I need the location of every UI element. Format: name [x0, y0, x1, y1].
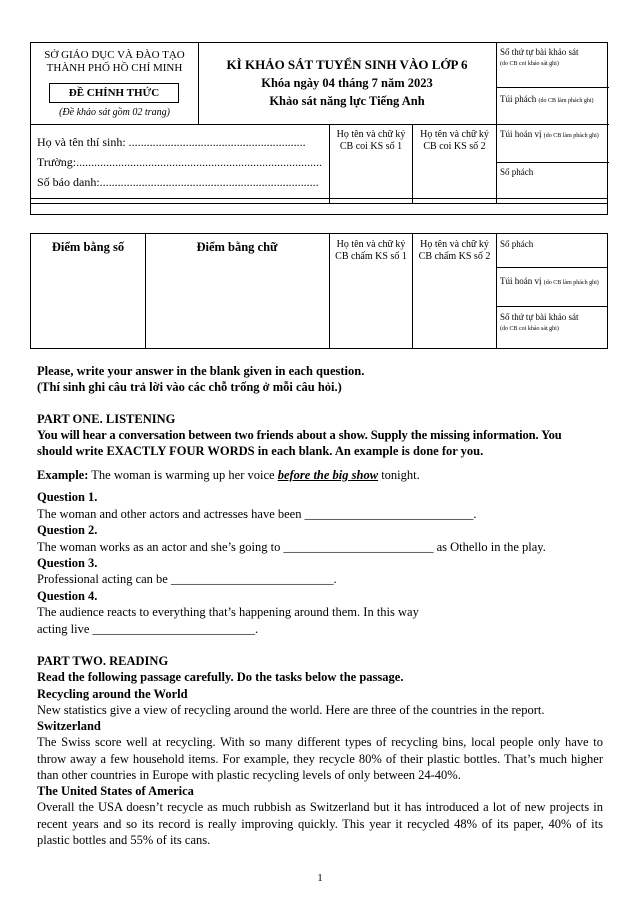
envelope-note: (do CB làm phách ghi) — [538, 98, 594, 104]
q3-label: Question 3. — [37, 556, 98, 570]
instruction-en: Please, write your answer in the blank given in each question. — [37, 364, 365, 378]
swap-envelope-note: (do CB làm phách ghi) — [543, 133, 599, 139]
q1-label: Question 1. — [37, 490, 98, 504]
passage-title: Recycling around the World — [37, 687, 188, 701]
score-table — [30, 233, 608, 349]
q4-text-line2[interactable]: acting live __________________________. — [37, 622, 259, 636]
candidate-id-field[interactable]: Số báo danh:......................................................................... — [37, 175, 319, 189]
part2-instruction: Read the following passage carefully. Do the tasks below the passage. — [37, 670, 404, 684]
score-number-label: Điểm bằng số — [51, 240, 125, 254]
exam-title: KÌ KHẢO SÁT TUYỂN SINH VÀO LỚP 6 — [226, 57, 468, 72]
grader2-label: Họ tên và chữ ký CB chấm KS số 2 — [418, 239, 491, 262]
score-sheet-number-label: Số thứ tự bài khảo sát — [500, 312, 579, 322]
sheet-number-note: (do CB coi khảo sát ghi) — [500, 61, 559, 67]
score-code-number-label: Số phách — [500, 239, 534, 249]
part1-intro-line2: should write EXACTLY FOUR WORDS in each blank. An example is done for you. — [37, 444, 484, 458]
example-answer: before the big show — [277, 468, 379, 482]
candidate-name-field[interactable]: Họ và tên thí sinh: ........................................................... — [37, 135, 306, 149]
code-number-label: Số phách — [500, 167, 534, 177]
title-block — [198, 57, 496, 109]
proctor2-label: Họ tên và chữ ký CB coi KS số 2 — [420, 129, 489, 152]
q4-label: Question 4. — [37, 589, 98, 603]
score-swap-envelope-note: (do CB làm phách ghi) — [543, 280, 599, 286]
score-sheet-number-cell — [500, 312, 606, 333]
proctor1-label: Họ tên và chữ ký CB coi KS số 1 — [336, 129, 406, 152]
example-line — [37, 467, 420, 483]
part1-title: PART ONE. LISTENING — [37, 412, 176, 426]
department-line1: SỞ GIÁO DỤC VÀ ĐÀO TẠO — [44, 49, 185, 61]
example-label: Example: — [37, 468, 89, 482]
swiss-heading: Switzerland — [37, 719, 101, 733]
example-before: The woman is warming up her voice — [88, 468, 278, 482]
swiss-paragraph: The Swiss score well at recycling. With so many different types of recycling bins, local people only have to throw away a few household items. For example, they recycle 80% of their plastic bottles. That’s much higher than other countries in Europe with plastic recycling levels of only between 24-40%. — [37, 735, 603, 782]
score-sheet-number-note: (do CB coi khảo sát ghi) — [500, 326, 559, 332]
part1-intro-line1: You will hear a conversation between two friends about a show. Supply the missing information. You — [37, 428, 562, 442]
page-number: 1 — [317, 872, 323, 884]
grader1-label: Họ tên và chữ ký CB chấm KS số 1 — [335, 239, 407, 262]
usa-heading: The United States of America — [37, 784, 194, 798]
example-after: tonight. — [378, 468, 420, 482]
official-badge: ĐỀ CHÍNH THỨC — [49, 83, 179, 103]
score-swap-envelope-label: Túi hoán vị — [500, 276, 542, 286]
sheet-number-cell — [500, 47, 606, 68]
q4-text-line1: The audience reacts to everything that’s happening around them. In this way — [37, 605, 419, 619]
swap-envelope-label: Túi hoán vị — [500, 129, 542, 139]
sheet-number-label: Số thứ tự bài khảo sát — [500, 47, 579, 57]
pages-note: (Đề khảo sát gồm 02 trang) — [59, 107, 170, 118]
score-words-label: Điểm bằng chữ — [196, 240, 278, 254]
score-swap-envelope-cell — [500, 276, 608, 287]
department-line2: THÀNH PHỐ HỒ CHÍ MINH — [46, 62, 183, 74]
envelope-cell — [500, 94, 608, 105]
swap-envelope-cell — [500, 129, 608, 140]
usa-paragraph: Overall the USA doesn’t recycle as much rubbish as Switzerland but it has introduced a lot of new projects in recent years and so its record is really improving quickly. This year it recycled 48% of its paper, 40% of its plastic bottles and 55% of its cans. — [37, 800, 603, 847]
envelope-label: Túi phách — [500, 94, 537, 104]
part2-title: PART TWO. READING — [37, 654, 169, 668]
exam-date: Khóa ngày 04 tháng 7 năm 2023 — [261, 76, 433, 90]
q1-text[interactable]: The woman and other actors and actresses have been ___________________________. — [37, 507, 477, 521]
header-table — [30, 42, 608, 215]
candidate-info — [37, 132, 327, 192]
exam-subject: Khảo sát năng lực Tiếng Anh — [269, 94, 425, 108]
q2-label: Question 2. — [37, 523, 98, 537]
q2-text[interactable]: The woman works as an actor and she’s going to ________________________ as Othello in the play. — [37, 540, 546, 554]
passage-intro: New statistics give a view of recycling around the world. Here are three of the countries in the report. — [37, 703, 545, 717]
q3-text[interactable]: Professional acting can be __________________________. — [37, 572, 337, 586]
school-field[interactable]: Trường:.................................................................................. — [37, 155, 323, 169]
instruction-vi: (Thí sinh ghi câu trả lời vào các chỗ trống ở mỗi câu hỏi.) — [37, 380, 342, 394]
department-block — [31, 49, 198, 75]
